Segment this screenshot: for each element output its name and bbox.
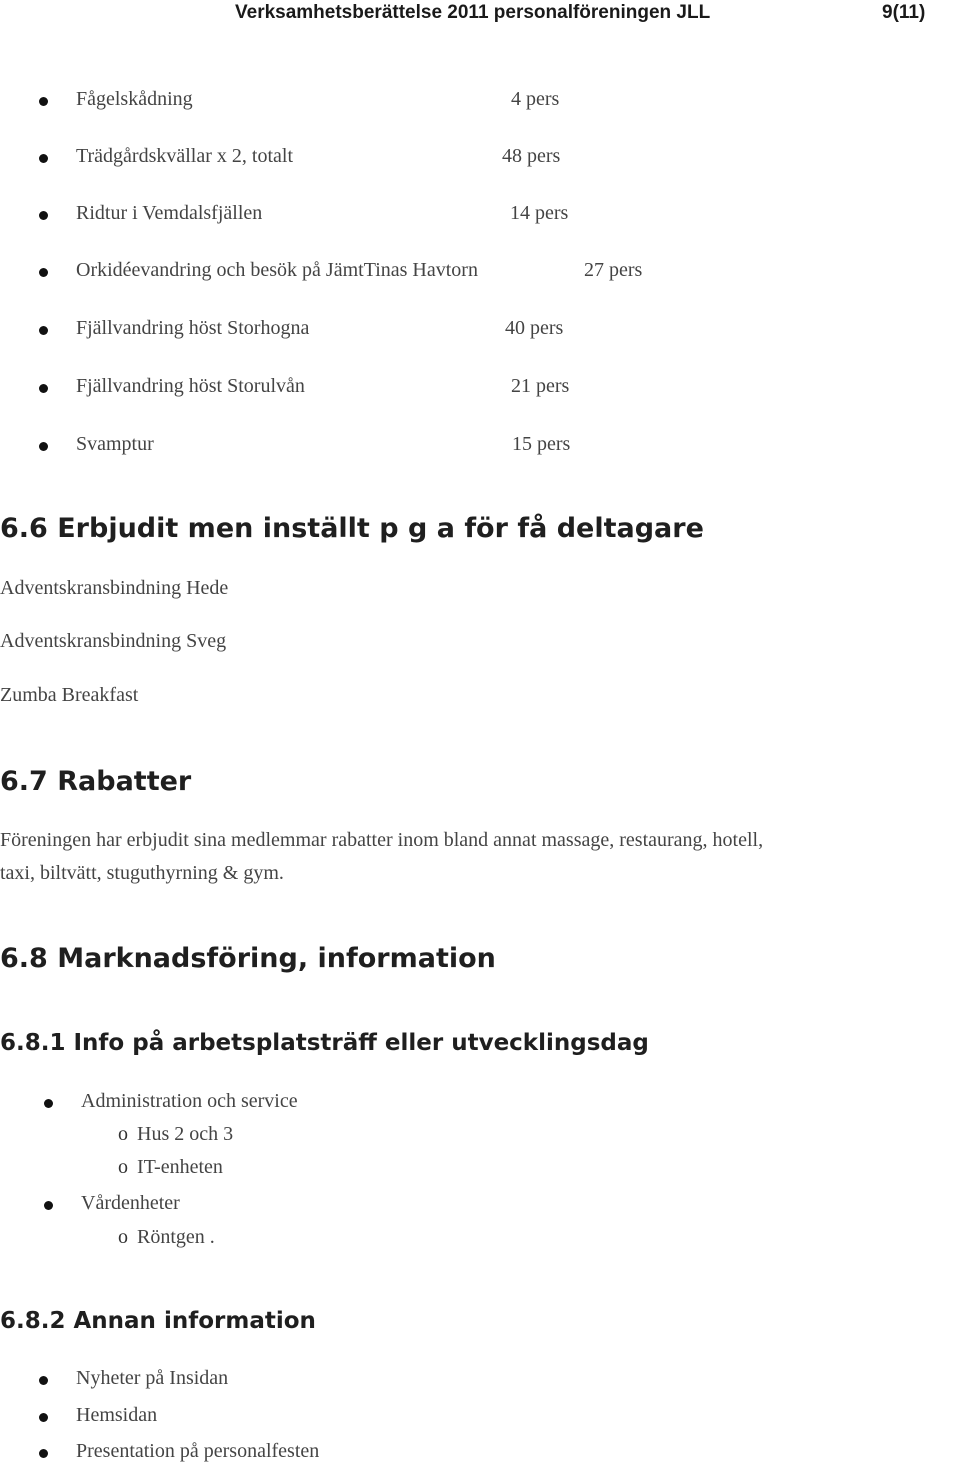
- activity-count: 21 pers: [511, 375, 570, 397]
- bullet-icon: [39, 211, 48, 220]
- bullet-icon: [44, 1099, 53, 1108]
- list-item: Presentation på personalfesten: [76, 1440, 320, 1462]
- bullet-icon: [39, 154, 48, 163]
- activity-count: 4 pers: [511, 88, 560, 110]
- bullet-icon: [44, 1201, 53, 1210]
- sub-list-item: IT-enheten: [137, 1156, 223, 1178]
- sub-bullet-icon: o: [118, 1226, 128, 1248]
- activity-name: Fjällvandring höst Storhogna: [76, 317, 310, 339]
- bullet-icon: [39, 1413, 48, 1422]
- bullet-icon: [39, 1376, 48, 1385]
- bullet-icon: [39, 442, 48, 451]
- activity-count: 15 pers: [512, 433, 571, 455]
- list-item: Hemsidan: [76, 1404, 158, 1426]
- paragraph-line: Föreningen har erbjudit sina medlemmar rabatter inom bland annat massage, restaurang, hotell,: [0, 829, 764, 851]
- list-item: Nyheter på Insidan: [76, 1367, 229, 1389]
- list-item: Vårdenheter: [81, 1192, 180, 1214]
- cancelled-item: Adventskransbindning Hede: [0, 577, 229, 599]
- bullet-icon: [39, 326, 48, 335]
- section-heading-6-8-1: 6.8.1 Info på arbetsplatsträff eller utvecklingsdag: [0, 1030, 649, 1056]
- activity-name: Ridtur i Vemdalsfjällen: [76, 202, 263, 224]
- bullet-icon: [39, 384, 48, 393]
- section-heading-6-6: 6.6 Erbjudit men inställt p g a för få deltagare: [0, 513, 704, 544]
- activity-name: Orkidéevandring och besök på JämtTinas Havtorn: [76, 259, 478, 281]
- bullet-icon: [39, 268, 48, 277]
- section-heading-6-7: 6.7 Rabatter: [0, 766, 192, 797]
- list-item: Administration och service: [81, 1090, 298, 1112]
- activity-name: Fjällvandring höst Storulvån: [76, 375, 305, 397]
- activity-count: 48 pers: [502, 145, 561, 167]
- activity-count: 40 pers: [505, 317, 564, 339]
- sub-list-item: Hus 2 och 3: [137, 1123, 234, 1145]
- document-header-title: Verksamhetsberättelse 2011 personalföreningen JLL: [235, 2, 711, 23]
- sub-bullet-icon: o: [118, 1156, 128, 1178]
- page-number: 9(11): [882, 2, 926, 23]
- sub-bullet-icon: o: [118, 1123, 128, 1145]
- bullet-icon: [39, 97, 48, 106]
- activity-count: 27 pers: [584, 259, 643, 281]
- bullet-icon: [39, 1449, 48, 1458]
- activity-count: 14 pers: [510, 202, 569, 224]
- cancelled-item: Adventskransbindning Sveg: [0, 630, 227, 652]
- activity-name: Svamptur: [76, 433, 154, 455]
- paragraph-line: taxi, biltvätt, stuguthyrning & gym.: [0, 862, 284, 884]
- activity-name: Fågelskådning: [76, 88, 193, 110]
- activity-name: Trädgårdskvällar x 2, totalt: [76, 145, 294, 167]
- section-heading-6-8: 6.8 Marknadsföring, information: [0, 943, 496, 974]
- sub-list-item: Röntgen .: [137, 1226, 215, 1248]
- cancelled-item: Zumba Breakfast: [0, 684, 139, 706]
- section-heading-6-8-2: 6.8.2 Annan information: [0, 1308, 316, 1334]
